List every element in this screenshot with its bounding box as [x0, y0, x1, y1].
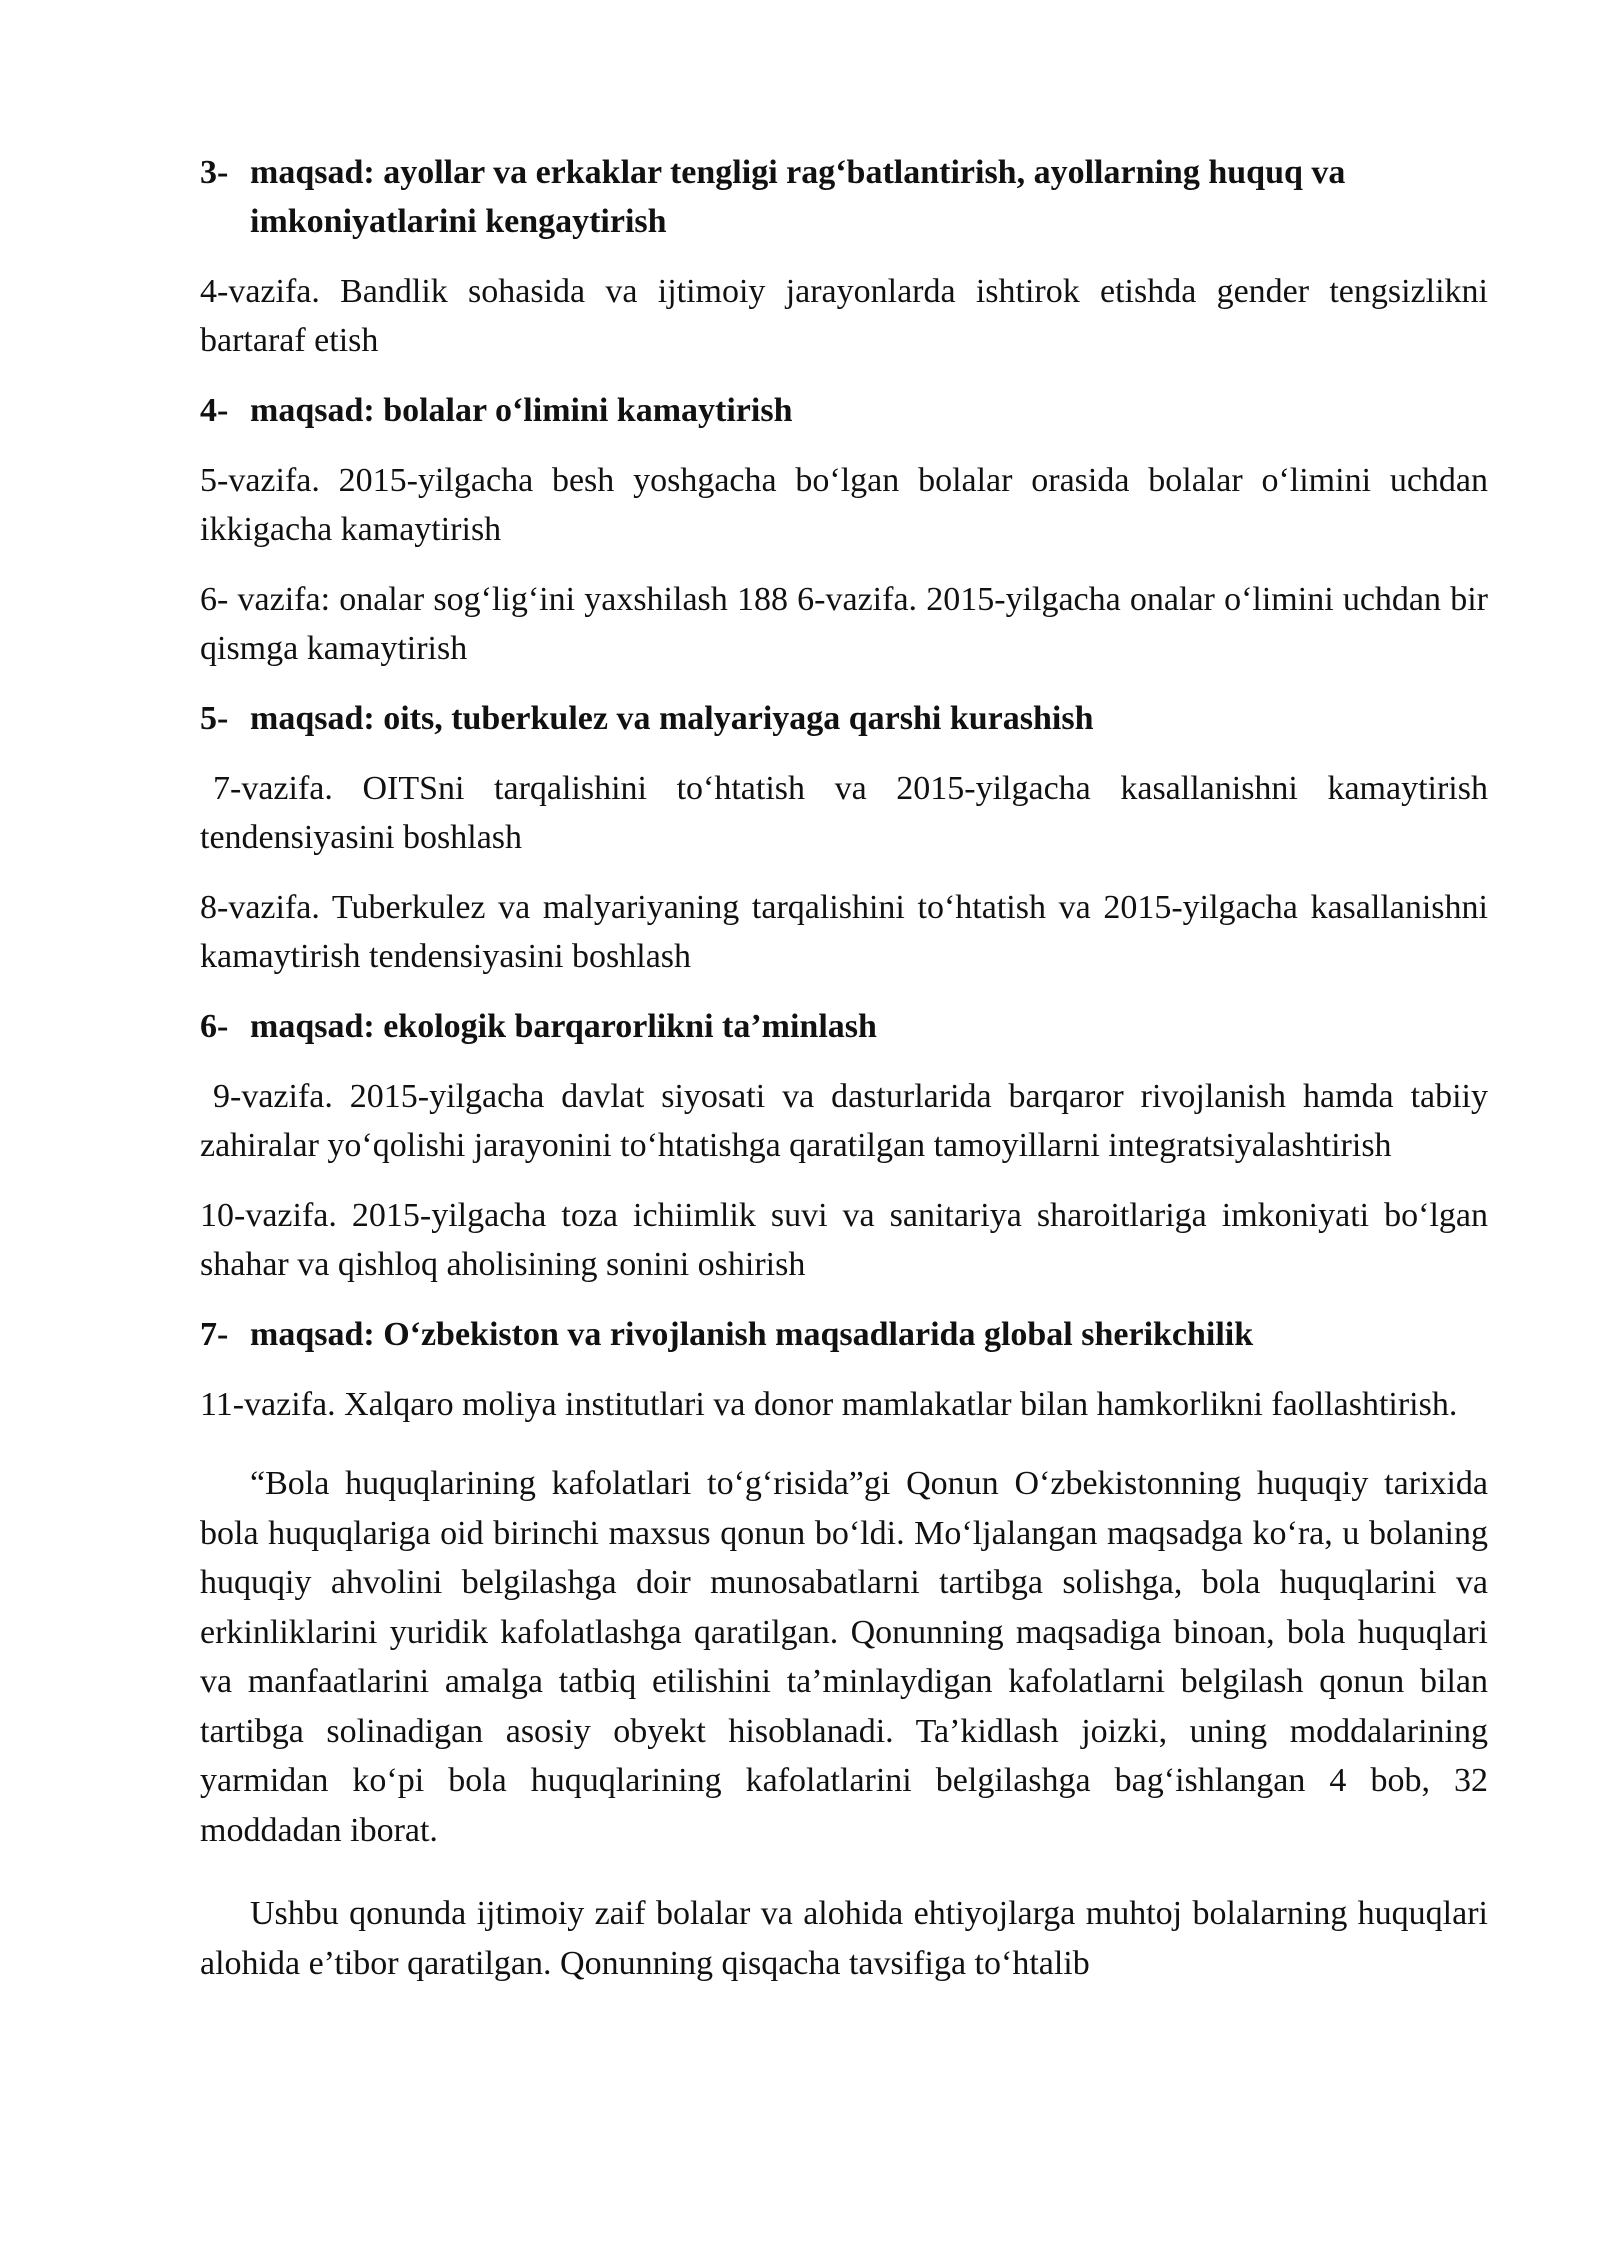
goal-number: 7- — [200, 1316, 229, 1353]
task-5: 5-vazifa. 2015-yilgacha besh yoshgacha bo‘lgan bolalar orasida bolalar o‘limini uchdan ikkigacha kamaytirish — [200, 462, 1488, 548]
task-11: 11-vazifa. Xalqaro moliya institutlari va donor mamlakatlar bilan hamkorlikni faollashtirish. — [200, 1386, 1458, 1423]
goal-heading-3 — [200, 148, 1488, 246]
goal-number: 6- — [200, 1008, 229, 1045]
task-8: 8-vazifa. Tuberkulez va malyariyaning tarqalishini to‘htatish va 2015-yilgacha kasallanishni kamaytirish tendensiyasini boshlash — [200, 889, 1488, 975]
task-7: 7-vazifa. OITSni tarqalishini to‘htatish va 2015-yilgacha kasallanishni kamaytirish tendensiyasini boshlash — [200, 770, 1488, 856]
task-9: 9-vazifa. 2015-yilgacha davlat siyosati va dasturlarida barqaror rivojlanish hamda tabiiy zahiralar yo‘qolishi jarayonini to‘htatishga qaratilgan tamoyillarni integratsiyalashtirish — [200, 1078, 1488, 1164]
goal-title: maqsad: bolalar o‘limini kamaytirish — [250, 392, 793, 429]
body-paragraph: Ushbu qonunda ijtimoiy zaif bolalar va alohida ehtiyojlarga muhtoj bolalarning huquqlari alohida e’tibor qaratilgan. Qonunning qisqacha tavsifiga to‘htalib — [200, 1895, 1488, 1982]
goal-heading-6 — [200, 1002, 1488, 1051]
goal-number: 5- — [200, 700, 229, 737]
task-6: 6- vazifa: onalar sog‘lig‘ini yaxshilash 188 6-vazifa. 2015-yilgacha onalar o‘limini uchdan bir qismga kamaytirish — [200, 581, 1488, 667]
goal-title: maqsad: oits, tuberkulez va malyariyaga qarshi kurashish — [250, 700, 1094, 737]
goal-heading-5 — [200, 694, 1488, 743]
task-4: 4-vazifa. Bandlik sohasida va ijtimoiy jarayonlarda ishtirok etishda gender tengsizlikni bartaraf etish — [200, 273, 1488, 359]
goal-number: 3- — [200, 154, 229, 191]
goal-title: maqsad: O‘zbekiston va rivojlanish maqsadlarida global sherikchilik — [250, 1316, 1254, 1353]
goal-number: 4- — [200, 392, 229, 429]
goal-title: maqsad: ekologik barqarorlikni ta’minlash — [250, 1008, 877, 1045]
goal-heading-7 — [200, 1310, 1488, 1359]
goal-title: maqsad: ayollar va erkaklar tengligi rag‘batlantirish, ayollarning huquq va imkoniyatlarini kengaytirish — [250, 154, 1346, 240]
body-paragraph: “Bola huquqlarining kafolatlari to‘g‘risida”gi Qonun O‘zbekistonning huquqiy tarixida bola huquqlariga oid birinchi maxsus qonun bo‘ldi. Mo‘ljalangan maqsadga ko‘ra, u bolaning huquqiy ahvolini belgilashga doir munosabatlarni tartibga solishga, bola huquqlarini va erkinliklarini yuridik kafolatlashga qaratilgan. Qonunning maqsadiga binoan, bola huquqlari va manfaatlarini amalga tatbiq etilishini ta’minlaydigan kafolatlarni belgilash qonun bilan tartibga solinadigan asosiy obyekt hisoblanadi. Ta’kidlash joizki, uning moddalarining yarmidan ko‘pi bola huquqlarining kafolatlarini belgilashga bag‘ishlangan 4 bob, 32 moddadan iborat. — [200, 1465, 1488, 1849]
task-10: 10-vazifa. 2015-yilgacha toza ichiimlik suvi va sanitariya sharoitlariga imkoniyati bo‘lgan shahar va qishloq aholisining sonini oshirish — [200, 1197, 1488, 1283]
goal-heading-4 — [200, 386, 1488, 435]
